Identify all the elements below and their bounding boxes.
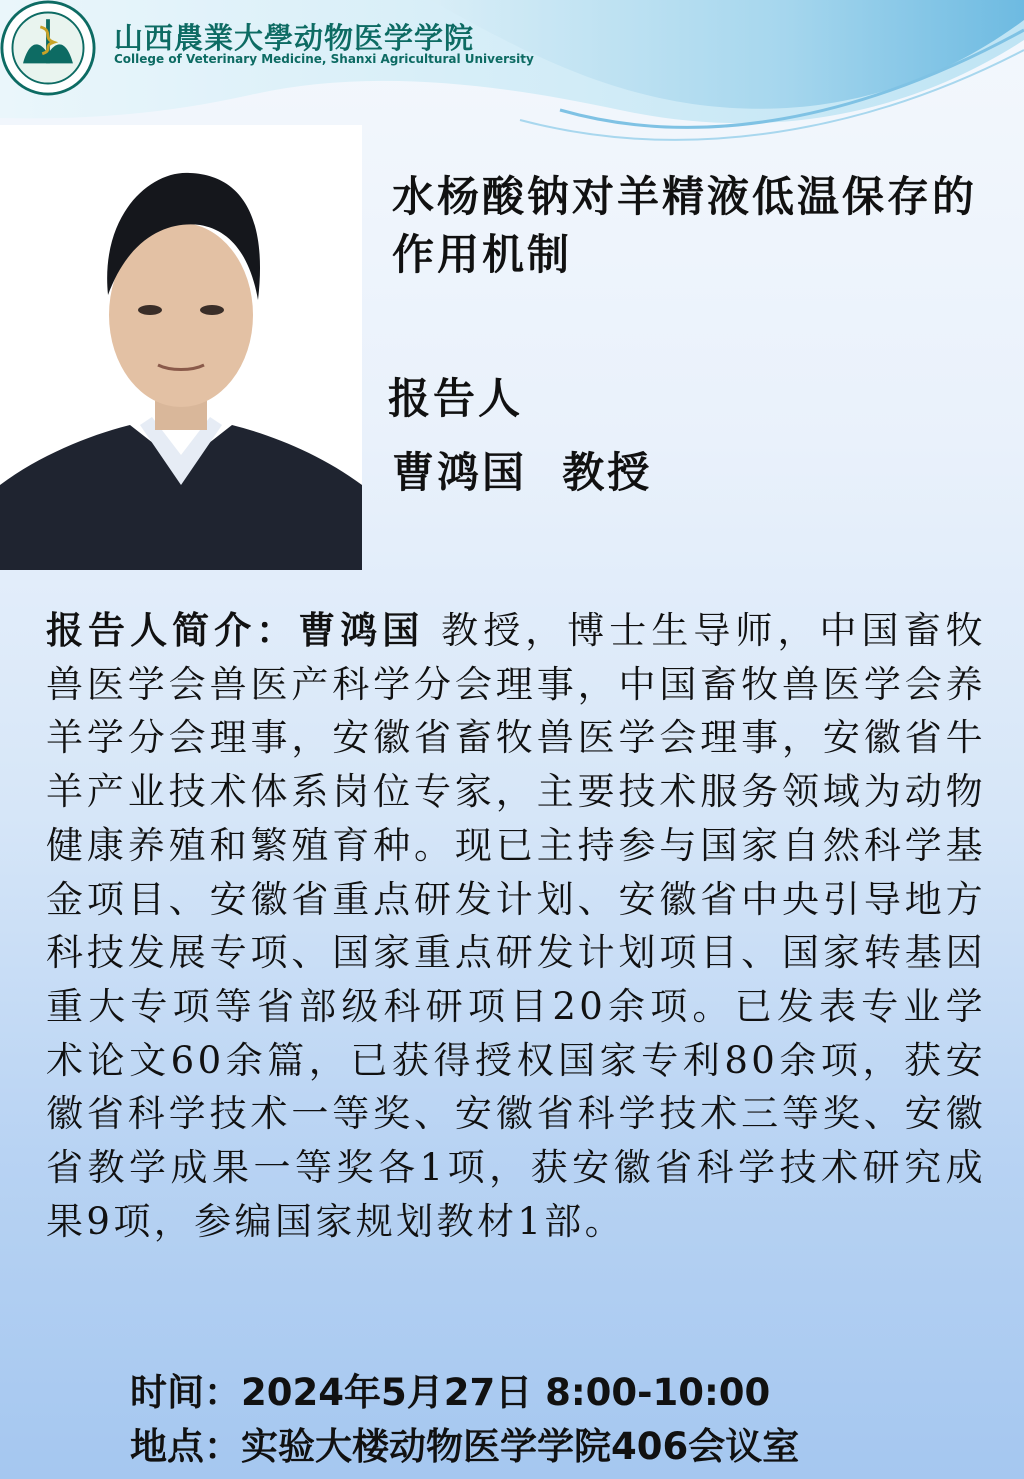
place-line: [130, 1416, 799, 1470]
speaker-name: 曹鸿国 教授: [392, 448, 653, 497]
speaker-bio: [46, 604, 986, 1248]
time-line: [130, 1362, 770, 1416]
time-label: 时间：: [130, 1371, 241, 1414]
portrait-photo-icon: [0, 125, 362, 570]
bio-name: 曹鸿国: [298, 608, 425, 652]
place-label: 地点：: [130, 1425, 241, 1468]
bio-text: 教授，博士生导师，中国畜牧兽医学会兽医产科学分会理事，中国畜牧兽医学会养羊学分会理事，安徽省畜牧兽医学会理事，安徽省牛羊产业技术体系岗位专家，主要技术服务领域为动物健康养殖和繁殖育种。现已主持参与国家自然科学基金项目、安徽省重点研发计划、安徽省中央引导地方科技发展专项、国家重点研发计划项目、国家转基因重大专项等省部级科研项目20余项。已发表专业学术论文60余篇，已获得授权国家专利80余项，获安徽省科学技术一等奖、安徽省科学技术三等奖、安徽省教学成果一等奖各1项，获安徽省科学技术研究成果9项，参编国家规划教材1部。: [46, 609, 987, 1243]
time-value: 2024年5月27日 8:00-10:00: [241, 1371, 771, 1414]
school-name-cn: 山西農業大學动物医学学院: [114, 21, 475, 55]
place-value: 实验大楼动物医学学院406会议室: [241, 1425, 800, 1468]
speaker-label: 报告人: [388, 374, 524, 423]
speaker-photo: [0, 125, 362, 570]
college-logo-icon: [0, 0, 96, 96]
talk-title: 水杨酸钠对羊精液低温保存的作用机制: [392, 172, 978, 279]
bio-label: 报告人简介：: [46, 608, 299, 652]
school-name-en: College of Veterinary Medicine, Shanxi Agricultural University: [114, 52, 534, 66]
